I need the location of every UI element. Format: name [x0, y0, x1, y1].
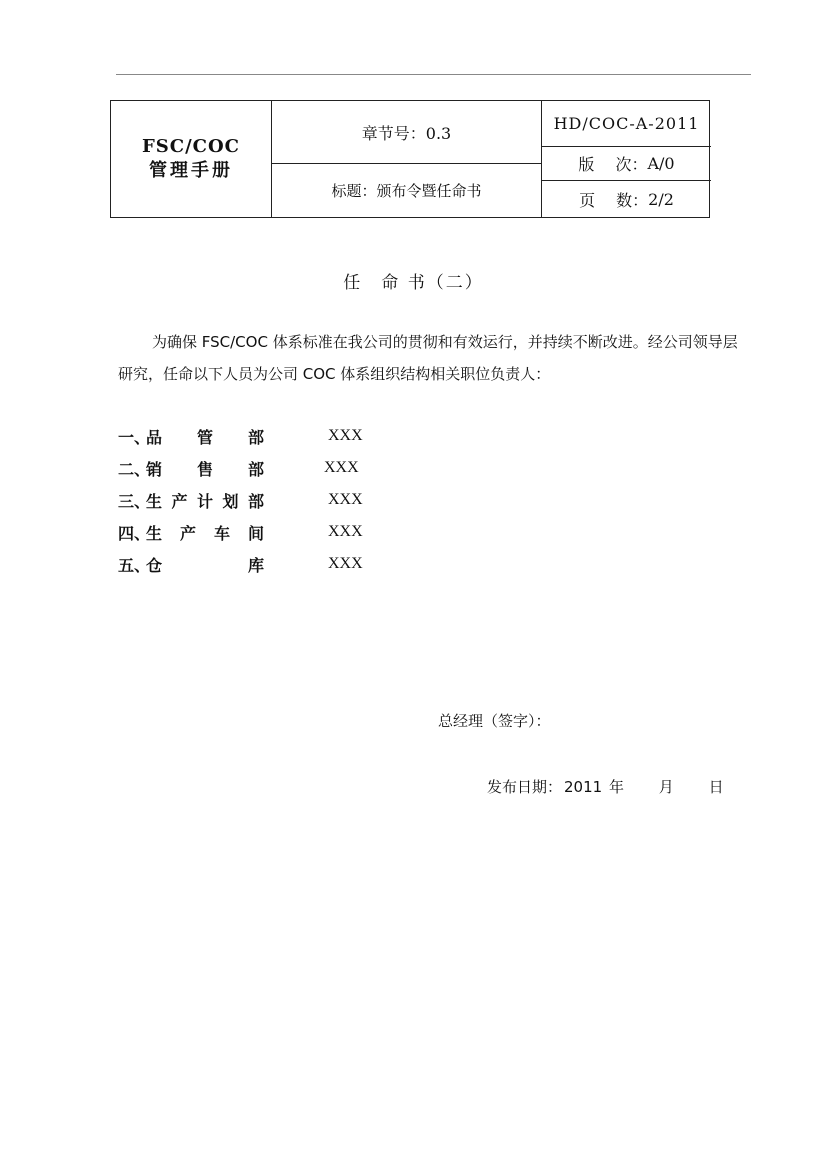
- appointee-name: XXX: [328, 427, 363, 444]
- department-name-char: 仓: [146, 555, 163, 575]
- chapter-number: 章节号：0.3: [361, 123, 452, 143]
- appointment-list: [118, 420, 363, 580]
- issue-date: [487, 776, 724, 797]
- appointment-row: [118, 548, 363, 580]
- brand-line-2: 管理手册: [149, 160, 233, 181]
- department-name-char: 计: [196, 491, 213, 511]
- version-value: A/0: [647, 154, 675, 173]
- issue-date-day-unit: 日: [708, 778, 724, 796]
- department: [118, 489, 266, 512]
- department: [118, 521, 266, 544]
- department-name-char: 品: [146, 427, 163, 447]
- department-name-char: 售: [196, 459, 213, 479]
- department-name-char: 管: [196, 427, 213, 447]
- appointment-row: [118, 516, 363, 548]
- signature-line: 总经理（签字）：: [438, 712, 551, 730]
- appointment-number: 一、: [118, 427, 151, 447]
- department-name-char: 库: [247, 555, 264, 575]
- document-code: HD/COC-A-2011: [553, 114, 700, 133]
- appointee-name: XXX: [328, 555, 363, 572]
- manual-brand: [111, 101, 271, 217]
- appointee-name: XXX: [324, 459, 359, 476]
- appointment-number: 二、: [118, 459, 151, 479]
- appointment-number: 五、: [118, 555, 151, 575]
- department-name: [146, 553, 266, 576]
- issue-date-month-unit: 月: [658, 778, 674, 796]
- issue-date-year-unit: 年: [608, 778, 624, 796]
- header-rule: [116, 74, 751, 75]
- document-subject: 标题：颁布令暨任命书: [331, 182, 482, 200]
- document-title: 任 命 书（二）: [343, 273, 484, 293]
- issue-date-year: 2011: [564, 778, 603, 796]
- issue-date-label: 发布日期：: [487, 778, 563, 796]
- page-count-field: [542, 181, 711, 217]
- department-name-char: 销: [146, 459, 163, 479]
- department-name-char: 间: [247, 523, 264, 543]
- department-name: [146, 457, 266, 480]
- department-name-char: 部: [247, 491, 264, 511]
- page-value: 2/2: [648, 189, 674, 209]
- appointment-row: [118, 420, 363, 452]
- version-field: [542, 147, 711, 180]
- department-name-char: 部: [247, 459, 264, 479]
- department-name-char: 产: [171, 491, 188, 511]
- version-label: 版 次：: [578, 155, 648, 174]
- department-name-char: 产: [179, 523, 196, 543]
- department-name: [146, 425, 266, 448]
- brand-line-1: FSC/COC: [141, 136, 240, 157]
- document-header-table: [110, 100, 710, 218]
- department-name-char: 部: [247, 427, 264, 447]
- department-name-char: 生: [146, 491, 163, 511]
- department: [118, 425, 266, 448]
- department: [118, 457, 266, 480]
- appointee-name: XXX: [328, 491, 363, 508]
- department-name: [146, 521, 266, 544]
- department-name-char: 生: [146, 523, 163, 543]
- department-name-char: 车: [213, 523, 230, 543]
- department-name: [146, 489, 266, 512]
- department: [118, 553, 266, 576]
- appointee-name: XXX: [328, 523, 363, 540]
- appointment-number: 四、: [118, 523, 151, 543]
- department-name-char: 划: [222, 491, 239, 511]
- appointment-number: 三、: [118, 491, 151, 511]
- appointment-row: [118, 484, 363, 516]
- page-label: 页 数：: [579, 190, 649, 210]
- intro-paragraph: 为确保 FSC/COC 体系标准在我公司的贯彻和有效运行，并持续不断改进。经公司领导层研究，任命以下人员为公司 COC 体系组织结构相关职位负责人：: [118, 333, 738, 383]
- appointment-row: [118, 452, 363, 484]
